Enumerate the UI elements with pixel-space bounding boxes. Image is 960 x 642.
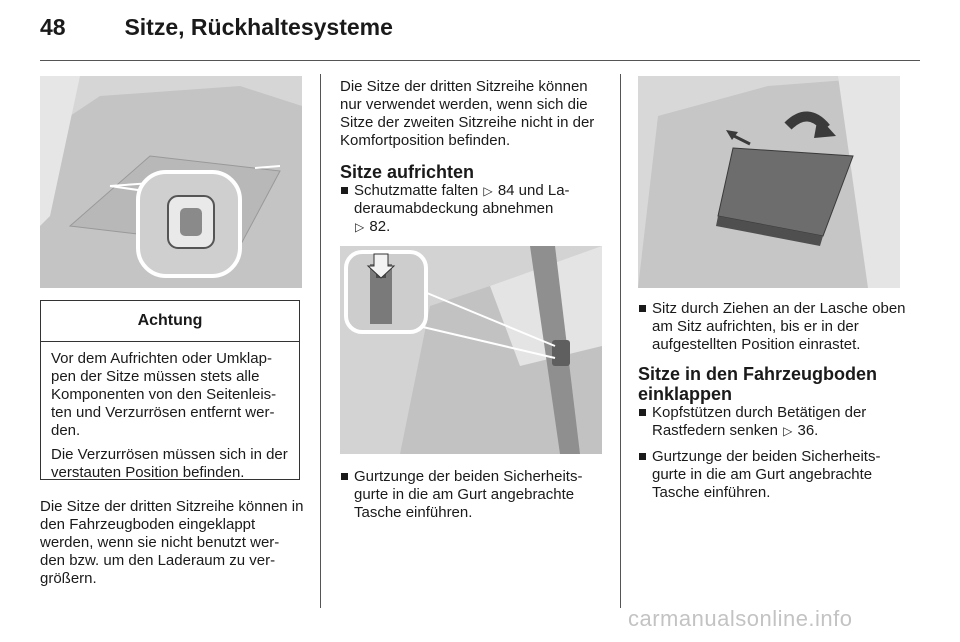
column3-bullet-list: [638, 300, 906, 354]
list-item: [340, 468, 606, 522]
watermark: carmanualsonline.info: [628, 606, 853, 631]
illustration-belt-tongue: [340, 246, 602, 454]
bullet-square-icon: [639, 409, 646, 416]
page-reference[interactable]: 84: [497, 182, 515, 199]
list-item: [638, 300, 906, 354]
column3-bullet-list-2: [638, 404, 906, 502]
column-divider-1: [320, 74, 321, 608]
bullet-square-icon: [341, 187, 348, 194]
bullet-text: Schutzmatte falten: [354, 182, 479, 199]
column2-steps: [340, 162, 606, 244]
list-item: [638, 448, 906, 502]
bullet-text: Kopfstützen durch Betätigen der Rastfedern senken: [652, 404, 867, 439]
heading-sitze-aufrichten: Sitze aufrichten: [340, 162, 475, 182]
bullet-square-icon: [639, 453, 646, 460]
warning-box: [40, 300, 300, 480]
column1-text: [40, 498, 306, 588]
bullet-text: und La- deraumabdeckung abnehmen: [354, 182, 570, 217]
page-reference-arrow-icon: ▷: [355, 220, 365, 234]
warning-body: [41, 342, 299, 482]
illustration-seat-anchor: [40, 76, 302, 288]
warning-title: Achtung: [41, 301, 299, 342]
bullet-text: Gurtzunge der beiden Sicherheits- gurte in die am Gurt angebrachte Tasche einführen.: [354, 468, 583, 521]
page-number: 48: [40, 14, 66, 40]
list-item: [638, 404, 906, 440]
column2-intro-paragraph: Die Sitze der dritten Sitzreihe können nur verwendet werden, wenn sich die Sitze der zweiten Sitzreihe nicht in der Komfortposition befinden.: [340, 78, 595, 149]
column1-paragraph: Die Sitze der dritten Sitzreihe können in den Fahrzeugboden eingeklappt werden, wenn sie nicht benutzt wer- den bzw. um den Laderaum zu ver- größern.: [40, 498, 304, 587]
page-reference-arrow-icon: ▷: [483, 184, 493, 198]
column3-steps: [638, 300, 906, 510]
page-reference[interactable]: 36.: [797, 422, 819, 439]
bullet-text: Gurtzunge der beiden Sicherheits- gurte in die am Gurt angebrachte Tasche einführen.: [652, 448, 881, 501]
column2-bullet-list: [340, 182, 606, 236]
heading-sitze-einklappen: Sitze in den Fahrzeugboden einklappen: [638, 364, 878, 404]
page-title: Sitze, Rückhaltesysteme: [124, 14, 393, 40]
warning-paragraph-2: Die Verzurrösen müssen sich in der verstauten Position befinden.: [51, 446, 288, 481]
column2-bullet-list-2: [340, 468, 606, 522]
bullet-text: Sitz durch Ziehen an der Lasche oben am Sitz aufrichten, bis er in der aufgestellten Position einrastet.: [652, 300, 906, 353]
bullet-square-icon: [639, 305, 646, 312]
column2-intro: [340, 78, 606, 150]
warning-paragraph-1: Vor dem Aufrichten oder Umklap- pen der Sitze müssen stets alle Komponenten von den Seitenleis- ten und Verzurrösen entfernt wer- den.: [51, 350, 277, 439]
bullet-square-icon: [341, 473, 348, 480]
list-item: [340, 182, 606, 236]
column2-steps-2: [340, 468, 606, 530]
header-divider: [40, 60, 920, 61]
page-header: [40, 14, 393, 54]
page-reference[interactable]: 82.: [369, 218, 391, 235]
page-reference-arrow-icon: ▷: [783, 424, 793, 438]
column-divider-2: [620, 74, 621, 608]
illustration-seat-raise: [638, 76, 900, 288]
